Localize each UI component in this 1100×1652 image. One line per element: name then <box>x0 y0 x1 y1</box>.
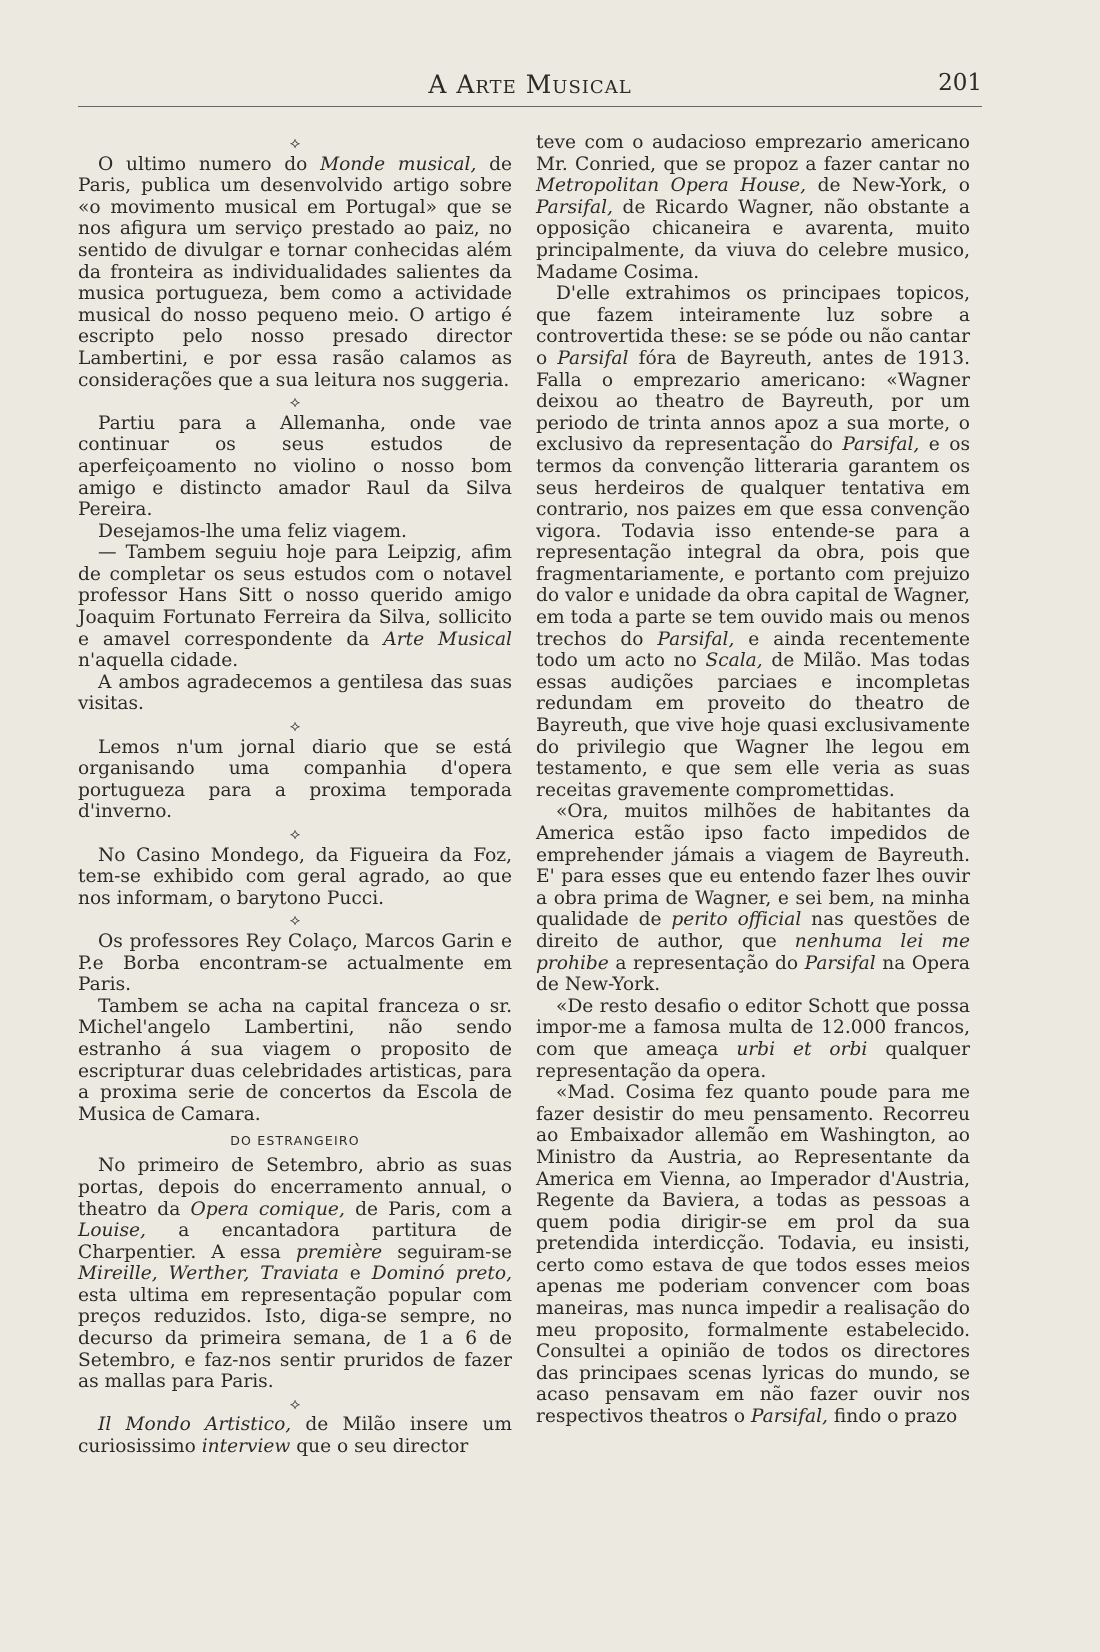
paragraph-monde-musical <box>78 154 512 392</box>
text: «Mad. Cosima fez quanto poude para me fazer desistir do meu pensamento. Recorreu ao Embaixador allemão em Washington, ao Ministro da Austria, ao Representante da America em Vienna, ao Imperador d'Austria, Regente da Baviera, a todas as pessoas a quem podia dirigir-se em prol da sua pretendida interdicção. Todavia, eu insisti, certo como estava de que todos esses meios apenas me poderiam convencer com boas maneiras, mas nunca impedir a realisação do meu proposito, formalmente estabelecido. Consultei a opinião de todos os directores das principaes scenas lyricas do mundo, se acaso pensavam em não fazer ouvir nos respectivos theatros o <box>536 1082 970 1428</box>
text: esta ultima em representação popular com preços reduzidos. Isto, diga-se sempre, no decurso da primeira semana, de 1 a 6 de Setembro, e faz-nos sentir pruridos de fazer as mallas para Paris. <box>78 1284 512 1393</box>
emphasis-italic: perito official <box>671 909 802 931</box>
page-header <box>78 66 982 106</box>
text: e ainda recentemente todo um acto no <box>536 628 970 672</box>
text: seguiram-se <box>382 1241 512 1263</box>
ornament-icon: ⟡ <box>289 716 301 736</box>
title-italic: Opera comique, <box>190 1198 345 1220</box>
paragraph-america <box>536 801 970 995</box>
ornament-icon: ⟡ <box>289 133 301 152</box>
title-italic: Monde musical, <box>320 153 477 175</box>
paragraph-professors-paris: Os professores Rey Colaço, Marcos Garin e P.e Borba encontram-se actualmente em Paris. <box>78 930 512 996</box>
title-italic: Louise, <box>78 1220 146 1242</box>
ornament-icon: ⟡ <box>289 392 301 412</box>
text: findo o prazo <box>827 1406 958 1428</box>
paragraph-lambertini: Tambem se acha na capital franceza o sr. Michel'angelo Lambertini, não sendo estranho á sua viagem o proposito de escripturar duas celebridades artisticas, para a proxima serie de concertos da Escola de Musica de Camara. <box>78 995 512 1125</box>
text: D'elle extrahimos os principaes topicos, que fazem inteiramente luz sobre a controvertida these: se se póde ou não cantar o <box>536 283 970 369</box>
text: de Milão insere um curiosissimo <box>78 1414 512 1458</box>
emphasis-italic: nenhuma lei me prohibe <box>536 930 970 974</box>
text: na Opera de New-York. <box>536 952 970 996</box>
paragraph-opera-comique <box>78 1155 512 1393</box>
right-column <box>536 132 970 1428</box>
text: O ultimo numero do <box>98 153 321 175</box>
text: a encantadora partitura de Charpentier. A essa <box>78 1220 512 1263</box>
running-title: A Arte Musical <box>428 70 632 99</box>
title-italic: Il Mondo Artistico, <box>98 1414 292 1436</box>
paragraph-casino-mondego: No Casino Mondego, da Figueira da Foz, tem-se exhibido com geral agrado, ao que nos informam, o barytono Pucci. <box>78 844 512 909</box>
paragraph-departure-raul: Partiu para a Allemanha, onde vae continuar os seus estudos de aperfeiçoamento no violino o nosso bom amigo e distincto amador Raul da Silva Pereira. <box>78 412 512 521</box>
text: No primeiro de Setembro, abrio as suas portas, depois do encerramento annual, o theatro da <box>78 1155 512 1220</box>
title-italic: Parsifal, <box>657 628 735 650</box>
paragraph-cosima <box>536 1082 970 1428</box>
header-rule <box>78 106 982 107</box>
paragraph-thanks: A ambos agradecemos a gentilesa das suas visitas. <box>78 671 512 715</box>
ornament-icon: ⟡ <box>289 824 301 843</box>
title-italic: Scala, <box>705 650 763 672</box>
text: fóra de Bayreuth, antes de 1913. Falla o emprezario americano: «Wagner deixou ao theatro de Bayreuth, por um periodo de trinta annos apoz a sua morte, o exclusivo da representação do <box>536 347 970 456</box>
paragraph-mondo-artistico <box>78 1414 512 1457</box>
text: a representação do <box>608 952 805 974</box>
text: — Tambem seguiu hoje para Leipzig, afim de completar os seus estudos com o notavel professor Hans Sitt o nosso querido amigo Joaquim Fortunato Ferreira da Silva, sollicito e amavel correspondente da <box>78 542 512 650</box>
title-italic: première <box>295 1241 383 1263</box>
text: e <box>338 1263 372 1285</box>
text: n'aquella cidade. <box>78 650 239 672</box>
left-column <box>78 132 512 1458</box>
ornament-icon: ⟡ <box>289 910 301 930</box>
title-italic: Parsifal, <box>842 434 920 456</box>
paragraph-schott <box>536 996 970 1082</box>
page-number: 201 <box>938 70 982 96</box>
text: de New-York, o <box>806 175 970 197</box>
text: de Ricardo Wagner, não obstante a opposição chicaneira e avarenta, muito principalmente, da viuva do celebre musico, Madame Cosima. <box>536 196 970 283</box>
title-italic: Mireille, Werther, Traviata <box>78 1263 339 1285</box>
ornament-icon: ⟡ <box>289 1393 301 1413</box>
paragraph-opera-company: Lemos n'um jornal diario que se está organisando uma companhia d'opera portugueza para a proxima temporada d'inverno. <box>78 736 512 823</box>
title-italic: Parsifal <box>804 952 876 974</box>
text: «De resto desafio o editor Schott que possa impor-me a famosa multa de 12.000 francos, com que ameaça <box>536 995 970 1060</box>
emphasis-italic: urbi et orbi <box>736 1038 868 1060</box>
title-italic: Metropolitan Opera House, <box>536 175 807 197</box>
text: de Paris, com a <box>344 1198 513 1220</box>
text: nas questões de direito de author, que <box>536 909 970 952</box>
title-italic: interview <box>201 1436 291 1458</box>
paragraph-wishes: Desejamos-lhe uma feliz viagem. <box>98 520 407 542</box>
text: e os termos da convenção litteraria garantem os seus herdeiros de qualquer tentativa em contrario, nos paizes em que essa convenção vigora. Todavia isso entende-se para a representação integral da obra, pois que fragmentariamente, e portanto com prejuizo do valor e unidade da obra capital de Wagner, em toda a parte se tem ouvido mais ou menos trechos do <box>536 434 970 650</box>
text: qualquer representação da opera. <box>536 1038 970 1082</box>
text: «Ora, muitos milhões de habitantes da America estão ipso facto impedidos de emprehender jámais a viagem de Bayreuth. E' para esses que eu entendo fazer lhes ouvir a obra prima de Wagner, e sei bem, na minha qualidade de <box>536 801 970 931</box>
title-italic: Arte Musical <box>383 628 512 650</box>
text: teve com o audacioso emprezario americano Mr. Conried, que se propoz a fazer cantar no <box>536 132 970 175</box>
title-italic: Parsifal, <box>750 1406 828 1428</box>
title-italic: Parsifal, <box>536 196 613 218</box>
text: de Milão. Mas todas essas audições parciaes e incompletas redundam em proveito do theatro de Bayreuth, que vive hoje quasi exclusivamente do privilegio que Wagner lhe legou em testamento, e que sem elle veria as suas receitas gravemente compromettidas. <box>536 650 970 801</box>
paragraph-conried <box>536 132 970 283</box>
section-heading: DO ESTRANGEIRO <box>230 1133 360 1149</box>
title-italic: Dominó preto, <box>371 1263 512 1285</box>
paragraph-leipzig <box>78 542 512 672</box>
text: que o seu director <box>290 1436 469 1458</box>
paragraph-topics <box>536 283 970 801</box>
text: de Paris, publica um desenvolvido artigo sobre «o movimento musical em Portugal» que se nos afigura um serviço prestado ao paiz, no sentido de divulgar e tornar conhecidas além da fronteira as individualidades salientes da musica portugueza, bem como a actividade musical do nosso pequeno meio. O artigo é escripto pelo nosso presado director Lambertini, e por essa rasão calamos as considerações que a sua leitura nos suggeria. <box>78 153 512 391</box>
title-italic: Parsifal <box>557 347 629 369</box>
